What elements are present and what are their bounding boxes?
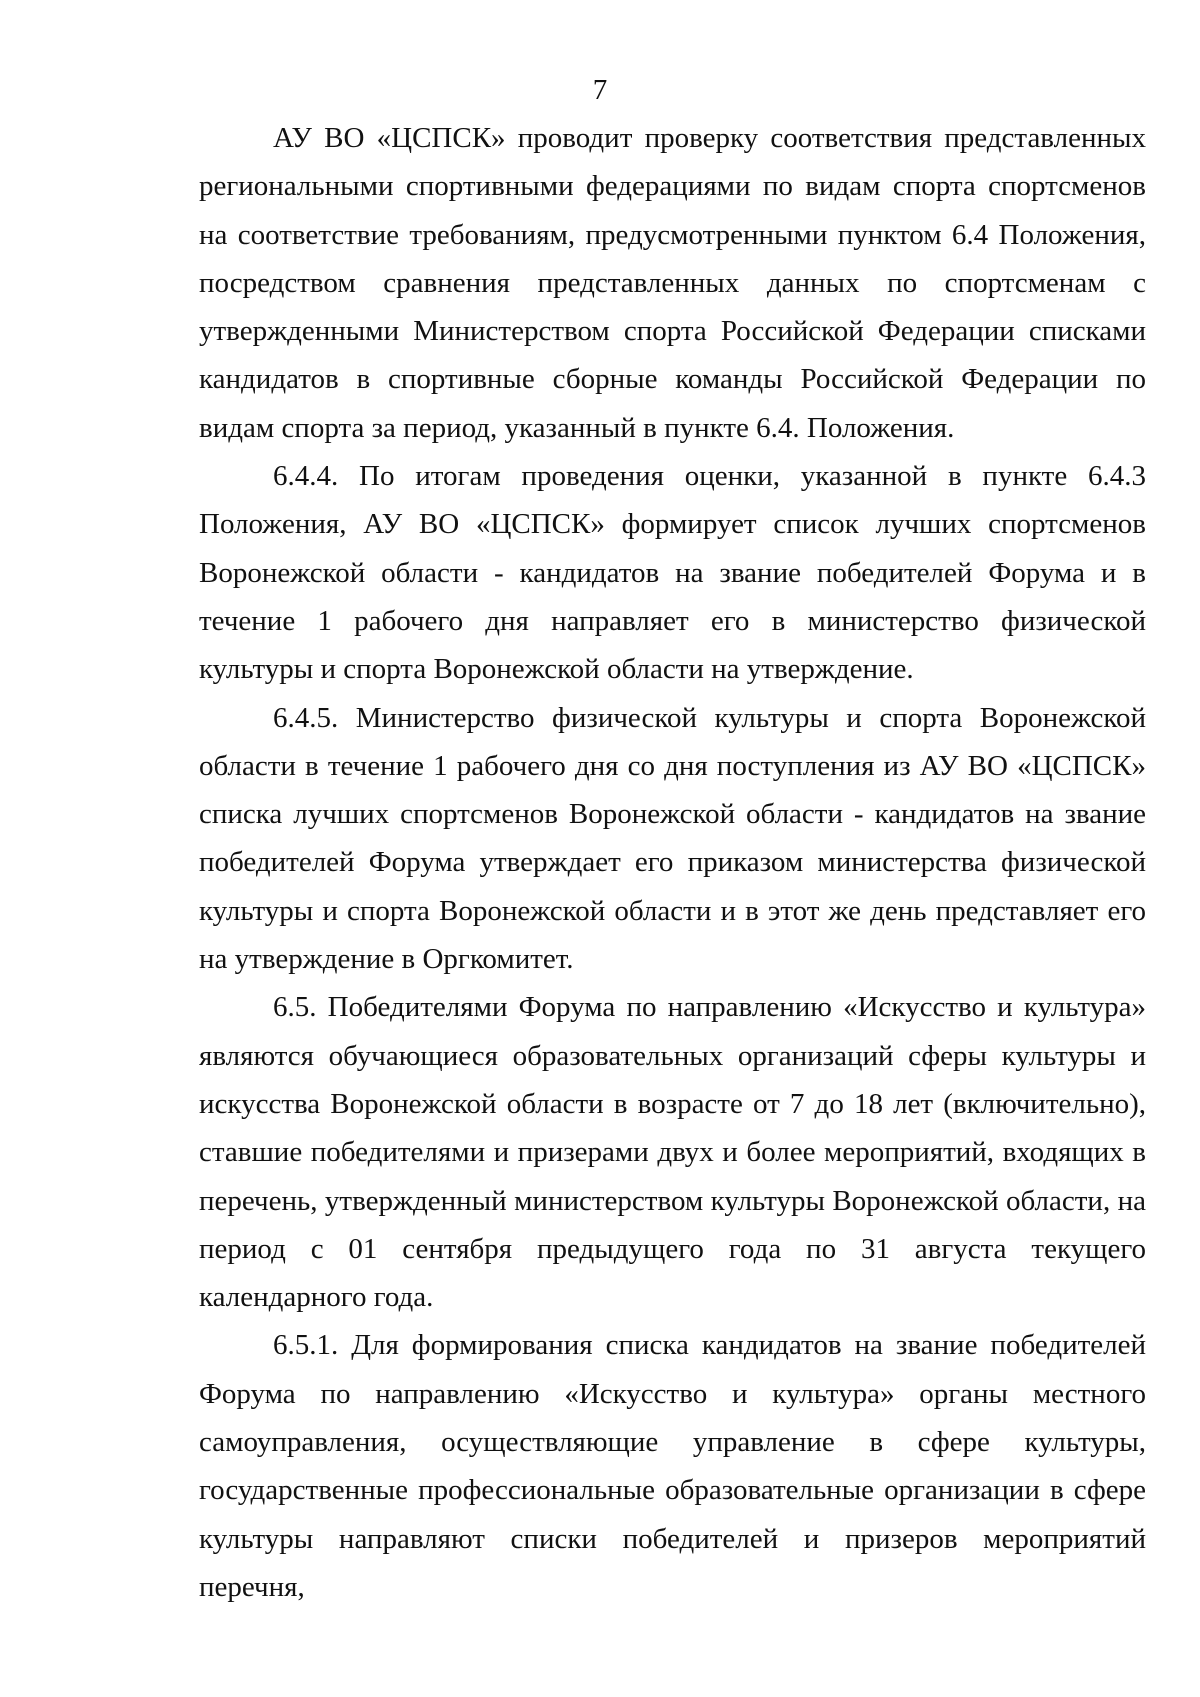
document-body (199, 114, 1146, 1611)
paragraph-6-5-1: 6.5.1. Для формирования списка кандидатов на звание победителей Форума по направлению «Искусство и культура» органы местного самоуправления, осуществляющие управление в сфере культуры, государственные профессиональные образовательные организации в сфере культуры направляют списки победителей и призеров мероприятий перечня, (199, 1329, 1146, 1603)
paragraph-verification: АУ ВО «ЦСПСК» проводит проверку соответствия представленных региональными спортивными федерациями по видам спорта спортсменов на соответствие требованиям, предусмотренными пунктом 6.4 Положения, посредством сравнения представленных данных по спортсменам с утвержденными Министерством спорта Российской Федерации списками кандидатов в спортивные сборные команды Российской Федерации по видам спорта за период, указанный в пункте 6.4. Положения. (199, 122, 1146, 444)
paragraph-6-5: 6.5. Победителями Форума по направлению «Искусство и культура» являются обучающиеся образовательных организаций сферы культуры и искусства Воронежской области в возрасте от 7 до 18 лет (включительно), ставшие победителями и призерами двух и более мероприятий, входящих в перечень, утвержденный министерством культуры Воронежской области, на период с 01 сентября предыдущего года по 31 августа текущего календарного года. (199, 991, 1146, 1314)
page-number: 7 (592, 74, 608, 106)
paragraph-6-4-5: 6.4.5. Министерство физической культуры и спорта Воронежской области в течение 1 рабочего дня со дня поступления из АУ ВО «ЦСПСК» списка лучших спортсменов Воронежской области - кандидатов на звание победителей Форума утверждает его приказом министерства физической культуры и спорта Воронежской области и в этот же день представляет его на утверждение в Оргкомитет. (199, 701, 1146, 976)
paragraph-6-4-4: 6.4.4. По итогам проведения оценки, указанной в пункте 6.4.3 Положения, АУ ВО «ЦСПСК» формирует список лучших спортсменов Воронежской области - кандидатов на звание победителей Форума и в течение 1 рабочего дня направляет его в министерство физической культуры и спорта Воронежской области на утверждение. (199, 460, 1146, 686)
